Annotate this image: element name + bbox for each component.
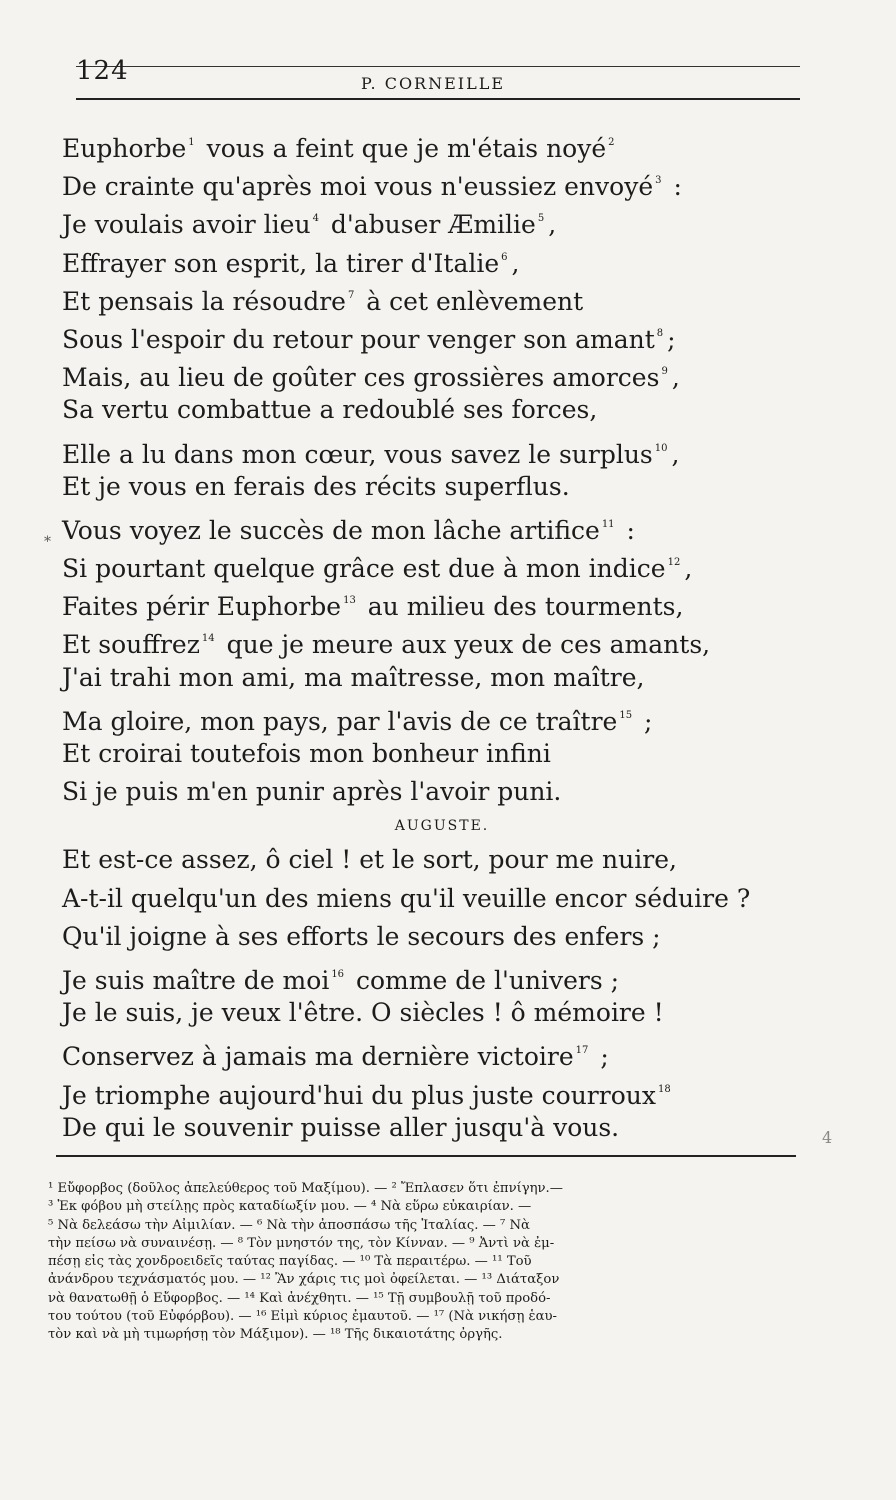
verse-block-2 xyxy=(62,841,782,1147)
verse-line xyxy=(62,918,782,956)
verse-block-1 xyxy=(62,124,782,811)
verse-text-run: ; xyxy=(592,1042,609,1072)
verse-line xyxy=(62,1071,782,1109)
verse-text-run: à cet enlèvement xyxy=(358,286,584,316)
verse-text-run: , xyxy=(684,554,693,584)
verse-line xyxy=(62,162,782,200)
footnote-line: του τούτου (τοῦ Εὐφόρβου). — ¹⁶ Εἰμὶ κύριος ἐμαυτοῦ. — ¹⁷ (Νὰ νικήσῃ ἑαυ- xyxy=(48,1309,557,1325)
footnote-line: πέσῃ εἰς τὰς χονδροειδεῖς ταύτας παγίδας. — ¹⁰ Τὰ περαιτέρω. — ¹¹ Τοῦ xyxy=(48,1254,532,1270)
verse-text-run: Et pensais la résoudre xyxy=(62,286,346,316)
verse-text-run: , xyxy=(671,363,680,393)
footnote-rule xyxy=(56,1155,796,1157)
note-ref: 12 xyxy=(667,557,681,569)
verse-line xyxy=(62,124,782,162)
verse-text-run: : xyxy=(618,515,635,545)
verse-text-run: Et est-ce assez, ô ciel ! et le sort, pour me nuire, xyxy=(62,845,677,875)
verse-text-run: Et je vous en ferais des récits superflus. xyxy=(62,471,570,501)
note-ref: 3 xyxy=(655,175,662,187)
verse-line xyxy=(62,277,782,315)
footnote-line: ⁵ Νὰ δελεάσω τὴν Αἰμιλίαν. — ⁶ Νὰ τὴν ἀποσπάσω τῆς Ἰταλίας. — ⁷ Νὰ xyxy=(48,1217,530,1233)
verse-text xyxy=(62,124,782,1147)
note-ref: 10 xyxy=(654,442,668,454)
note-ref: 16 xyxy=(331,968,345,980)
verse-text-run: au milieu des tourments, xyxy=(359,592,684,622)
verse-line xyxy=(62,880,782,918)
verse-line xyxy=(62,200,782,238)
footnote-line: ἀνάνδρου τεχνάσματός μου. — ¹² Ἂν χάρις τις μοὶ ὀφείλεται. — ¹³ Διάταξον xyxy=(48,1272,560,1288)
verse-text-run: ; xyxy=(667,324,676,354)
verse-text-run: Sous l'espoir du retour pour venger son amant xyxy=(62,324,655,354)
verse-text-run: A-t-il quelqu'un des miens qu'il veuille encor séduire ? xyxy=(62,883,751,913)
verse-line xyxy=(62,315,782,353)
verse-text-run: De crainte qu'après moi vous n'eussiez envoyé xyxy=(62,172,654,202)
verse-text-run: , xyxy=(511,248,520,278)
header-top-rule xyxy=(76,66,800,67)
verse-text-run: Mais, au lieu de goûter ces grossières amorces xyxy=(62,363,660,393)
verse-text-run: Ma gloire, mon pays, par l'avis de ce traître xyxy=(62,706,618,736)
verse-line xyxy=(62,841,782,879)
verse-text-run: Conservez à jamais ma dernière victoire xyxy=(62,1042,574,1072)
note-ref: 15 xyxy=(619,709,633,721)
footnote-line: ¹ Εὔφορβος (δοῦλος ἀπελεύθερος τοῦ Μαξίμου). — ² Ἔπλασεν ὅτι ἐπνίγην.— xyxy=(48,1181,563,1196)
note-ref: 4 xyxy=(312,213,319,225)
verse-text-run: Qu'il joigne à ses efforts le secours des enfers ; xyxy=(62,921,661,951)
verse-text-run: Si pourtant quelque grâce est due à mon indice xyxy=(62,554,666,584)
verse-text-run: Vous voyez le succès de mon lâche artifice xyxy=(62,515,600,545)
verse-text-run: De qui le souvenir puisse aller jusqu'à vous. xyxy=(62,1112,620,1142)
verse-text-run: Et souffrez xyxy=(62,630,200,660)
verse-line xyxy=(62,773,782,811)
verse-text-run: J'ai trahi mon ami, ma maîtresse, mon maître, xyxy=(62,662,645,692)
verse-text-run: d'abuser Æmilie xyxy=(322,210,536,240)
verse-line xyxy=(62,994,782,1032)
verse-text-run: : xyxy=(665,172,682,202)
note-ref: 2 xyxy=(608,137,615,148)
verse-line xyxy=(62,1032,782,1070)
verse-text-run: Euphorbe xyxy=(62,134,187,163)
verse-text-run: Sa vertu combattue a redoublé ses forces, xyxy=(62,395,598,425)
page-header xyxy=(76,52,800,102)
verse-line xyxy=(62,1109,782,1147)
verse-text-run: Et croirai toutefois mon bonheur infini xyxy=(62,739,551,768)
note-ref: 6 xyxy=(501,251,508,263)
header-rule xyxy=(76,98,800,100)
speaker-name: AUGUSTE. xyxy=(394,818,490,835)
verse-text-run: Je voulais avoir lieu xyxy=(62,210,311,240)
footnote-line: ³ Ἐκ φόβου μὴ στείλῃς πρὸς καταδίωξίν μου. — ⁴ Νὰ εὕρω εὐκαιρίαν. — xyxy=(48,1199,532,1215)
running-head: P. CORNEILLE xyxy=(361,74,506,93)
verse-text-run: vous a feint que je m'étais noyé xyxy=(198,134,607,163)
page-number: 124 xyxy=(76,56,129,86)
note-ref: 17 xyxy=(575,1045,589,1057)
verse-text-run: Si je puis m'en punir après l'avoir puni. xyxy=(62,777,562,807)
note-ref: 8 xyxy=(656,327,664,339)
verse-line xyxy=(62,659,782,697)
footnote-line: νὰ θανατωθῇ ὁ Εὔφορβος. — ¹⁴ Καὶ ἀνέχθητι. — ¹⁵ Τῇ συμβουλῇ τοῦ προδό- xyxy=(48,1290,551,1306)
verse-line xyxy=(62,956,782,994)
verse-line xyxy=(62,544,782,582)
verse-line xyxy=(62,239,782,277)
note-ref: 7 xyxy=(347,289,355,301)
verse-text-run: Effrayer son esprit, la tirer d'Italie xyxy=(62,248,500,278)
verse-line xyxy=(62,430,782,468)
verse-text-run: , xyxy=(548,210,557,240)
verse-line xyxy=(62,697,782,735)
verse-text-run: comme de l'univers ; xyxy=(348,965,620,995)
verse-line xyxy=(62,353,782,391)
verse-line xyxy=(62,735,782,773)
note-ref: 9 xyxy=(661,366,668,378)
footnote-line: τὸν καὶ νὰ μὴ τιμωρήσῃ τὸν Μάξιμον). — ¹⁸ Τῆς δικαιοτάτης ὀργῆς. xyxy=(48,1327,503,1343)
verse-text-run: Je le suis, je veux l'être. O siècles ! ô mémoire ! xyxy=(62,998,664,1028)
note-ref: 5 xyxy=(537,213,545,225)
note-ref: 18 xyxy=(657,1083,671,1095)
verse-text-run: Je triomphe aujourd'hui du plus juste courroux xyxy=(62,1080,656,1110)
verse-text-run: Je suis maître de moi xyxy=(62,965,330,995)
verse-line xyxy=(62,391,782,429)
verse-line xyxy=(62,620,782,658)
verse-text-run: , xyxy=(671,439,680,469)
verse-line xyxy=(62,506,782,544)
note-ref: 14 xyxy=(201,633,215,645)
note-ref: 11 xyxy=(601,518,615,530)
footnote-line: τὴν πείσω νὰ συναινέσῃ. — ⁸ Τὸν μνηστόν της, τὸν Κίνναν. — ⁹ Ἀντὶ νὰ ἐμ- xyxy=(48,1235,555,1251)
note-ref: 13 xyxy=(343,595,356,607)
margin-mark: * xyxy=(44,534,51,550)
verse-text-run: ; xyxy=(636,706,653,736)
side-mark: 4 xyxy=(822,1128,833,1147)
note-ref: 1 xyxy=(188,137,195,148)
verse-line xyxy=(62,582,782,620)
verse-text-run: Elle a lu dans mon cœur, vous savez le surplus xyxy=(62,439,653,469)
verse-text-run: que je meure aux yeux de ces amants, xyxy=(218,630,711,660)
verse-text-run: Faites périr Euphorbe xyxy=(62,592,342,622)
verse-line xyxy=(62,468,782,506)
footnotes xyxy=(48,1180,796,1345)
